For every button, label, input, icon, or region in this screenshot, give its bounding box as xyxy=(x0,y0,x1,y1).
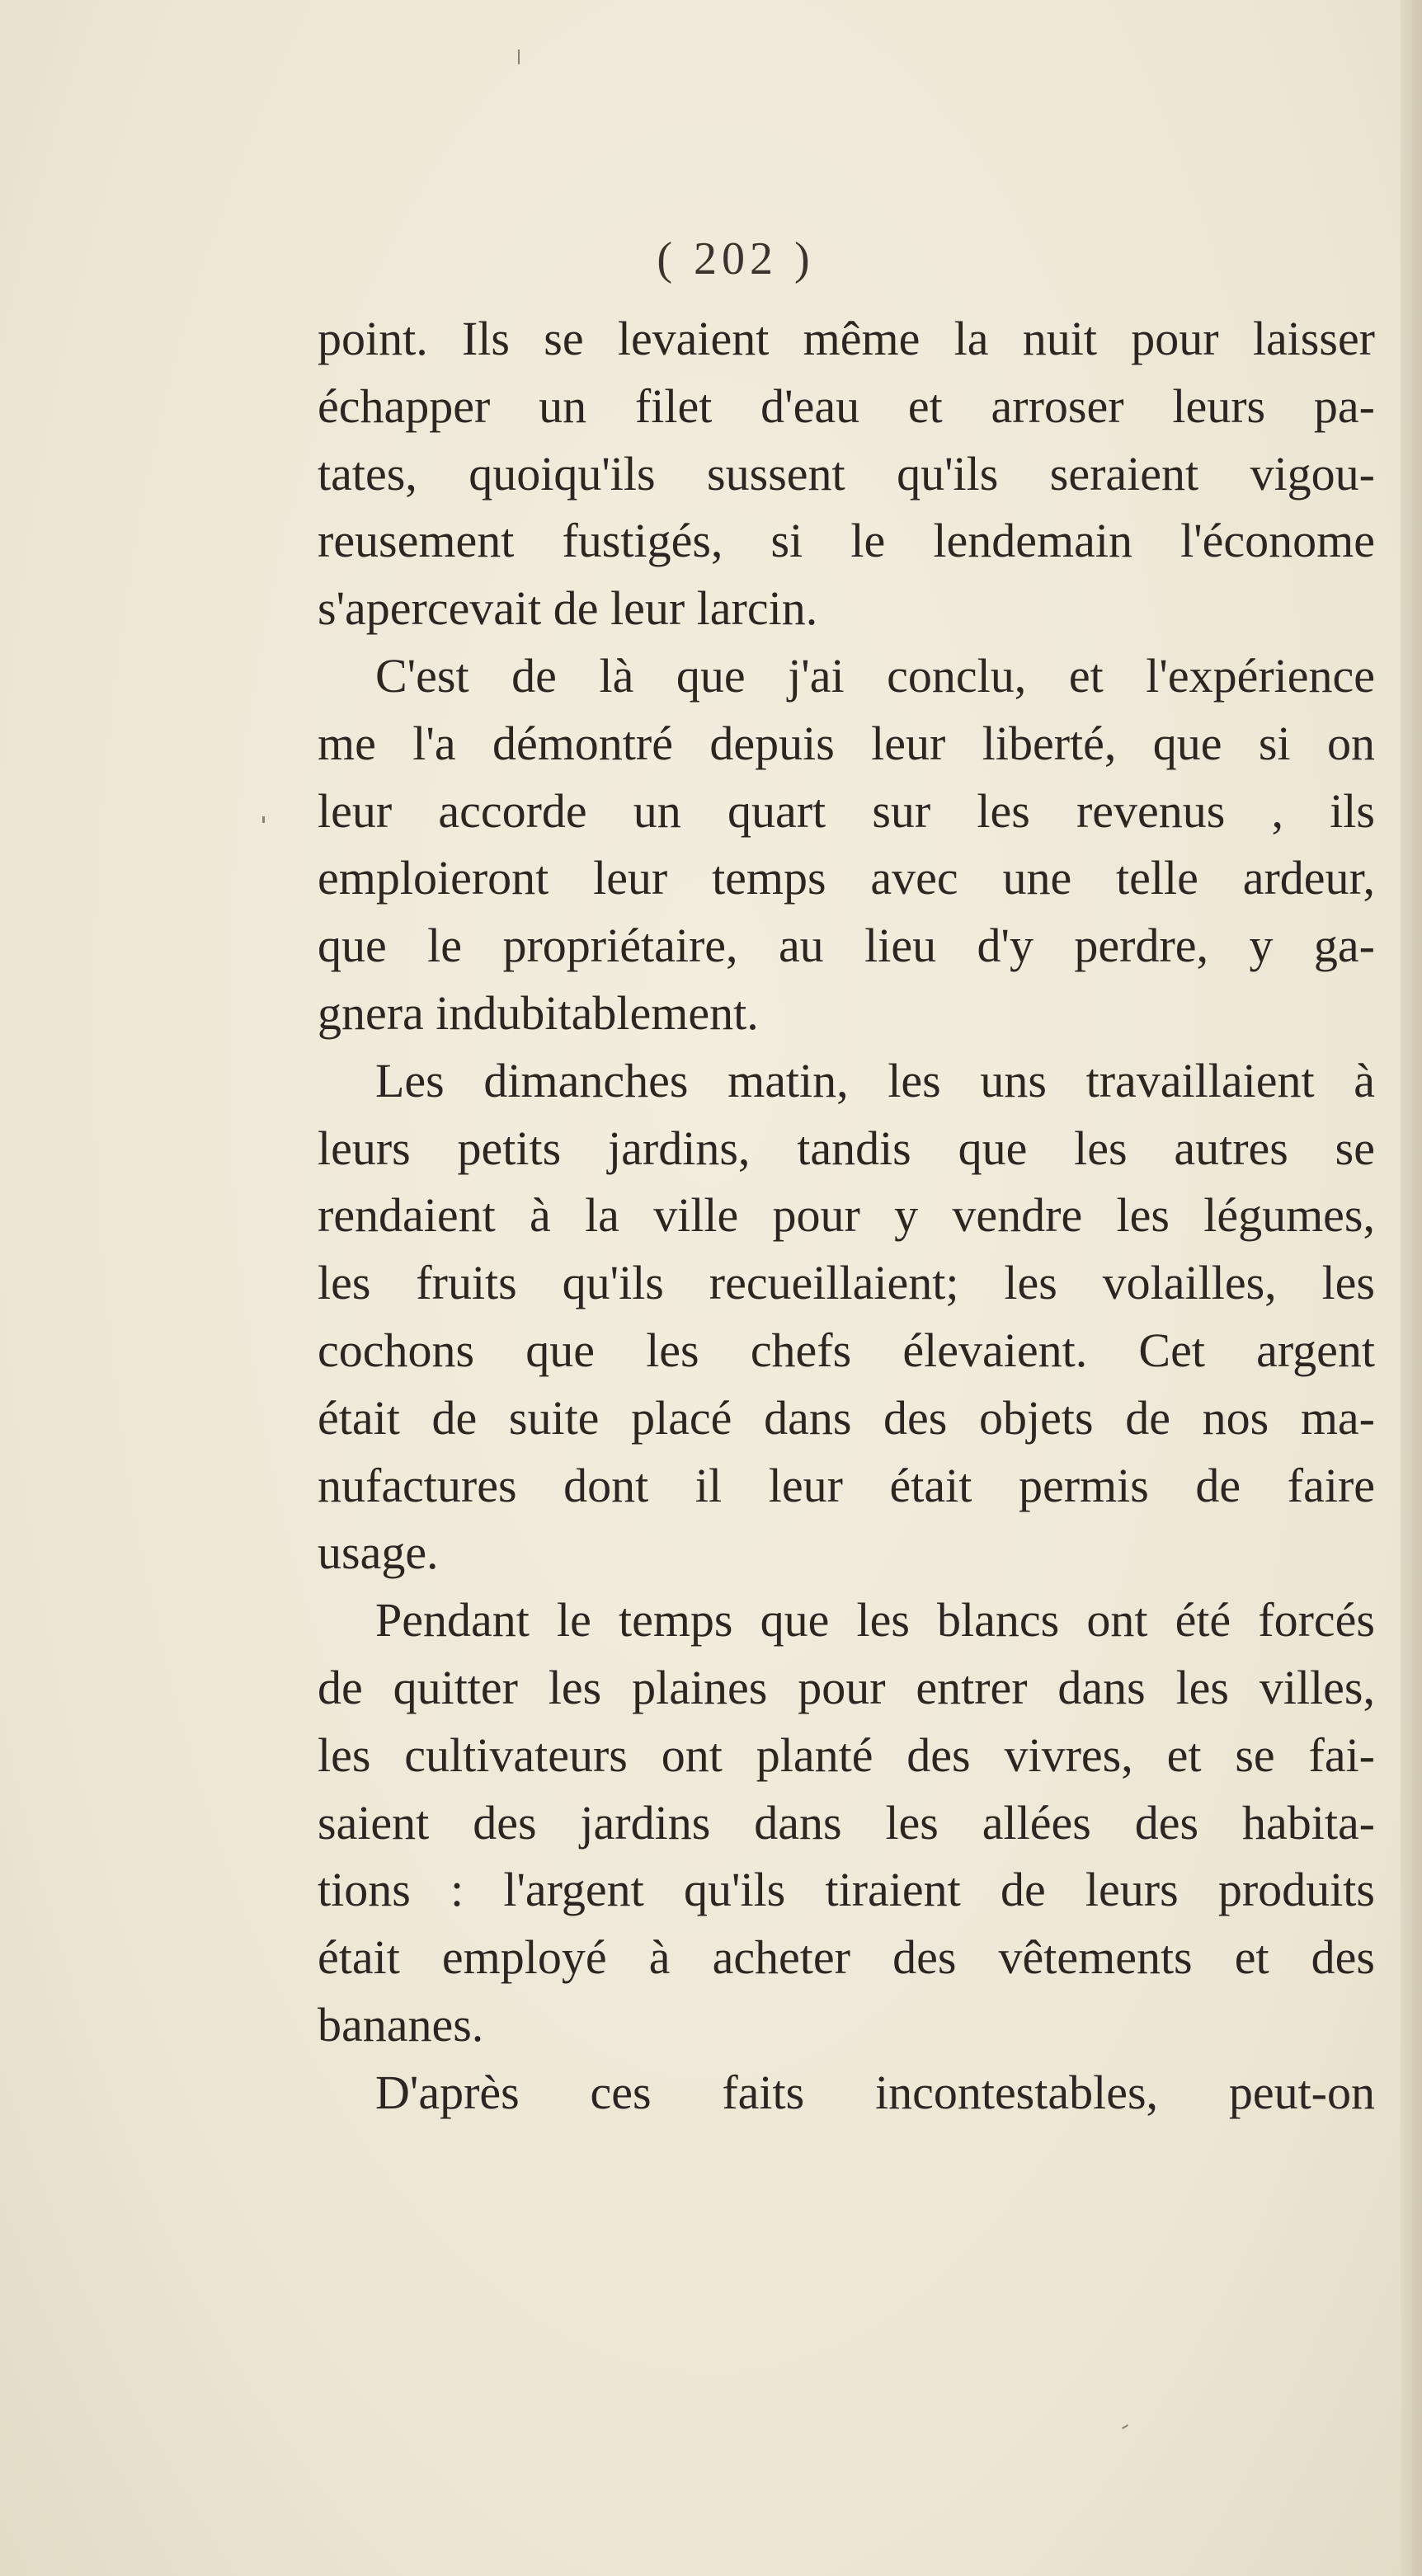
page-edge xyxy=(1401,0,1422,2576)
text-line: bananes. xyxy=(318,1997,484,2052)
text-line: les fruits qu'ils recueillaient; les volailles, les xyxy=(318,1256,1375,1310)
page-number: ( 202 ) xyxy=(657,233,815,284)
text-line: Pendant le temps que les blancs ont été forcés xyxy=(375,1593,1375,1648)
text-line: tions : l'argent qu'ils tiraient de leurs produits xyxy=(318,1863,1375,1917)
text-line: reusement fustigés, si le lendemain l'économe xyxy=(318,514,1375,568)
paper-speck xyxy=(1122,2424,1128,2429)
text-line: D'après ces faits incontestables, peut-on xyxy=(375,2065,1375,2119)
text-line: cochons que les chefs élevaient. Cet argent xyxy=(318,1323,1375,1377)
text-line: leur accorde un quart sur les revenus , ils xyxy=(318,783,1375,838)
text-line: emploieront leur temps avec une telle ardeur, xyxy=(318,851,1375,905)
text-line: était employé à acheter des vêtements et des xyxy=(318,1930,1375,1985)
text-line: saient des jardins dans les allées des habita- xyxy=(318,1795,1375,1850)
text-line: que le propriétaire, au lieu d'y perdre, y ga- xyxy=(318,919,1375,973)
text-line: échapper un filet d'eau et arroser leurs pa- xyxy=(318,378,1375,433)
text-line: me l'a démontré depuis leur liberté, que si on xyxy=(318,716,1375,770)
paper-speck xyxy=(262,816,265,823)
text-line: gnera indubitablement. xyxy=(318,985,759,1040)
text-line: C'est de là que j'ai conclu, et l'expérience xyxy=(375,648,1375,703)
text-line: les cultivateurs ont planté des vivres, et se fai- xyxy=(318,1728,1375,1782)
text-line: usage. xyxy=(318,1525,439,1580)
text-line: nufactures dont il leur était permis de faire xyxy=(318,1458,1375,1512)
text-line: s'apercevait de leur larcin. xyxy=(318,581,818,636)
paper-speck xyxy=(518,49,520,64)
text-line: était de suite placé dans des objets de nos ma- xyxy=(318,1390,1375,1445)
text-line: de quitter les plaines pour entrer dans les villes, xyxy=(318,1660,1375,1714)
text-line: leurs petits jardins, tandis que les autres se xyxy=(318,1121,1375,1175)
text-line: rendaient à la ville pour y vendre les légumes, xyxy=(318,1188,1375,1243)
text-line: Les dimanches matin, les uns travaillaient à xyxy=(375,1053,1375,1107)
body-text xyxy=(318,305,1375,2127)
text-line: point. Ils se levaient même la nuit pour laisser xyxy=(318,312,1375,365)
text-line: tates, quoiqu'ils sussent qu'ils seraient vigou- xyxy=(318,446,1375,501)
